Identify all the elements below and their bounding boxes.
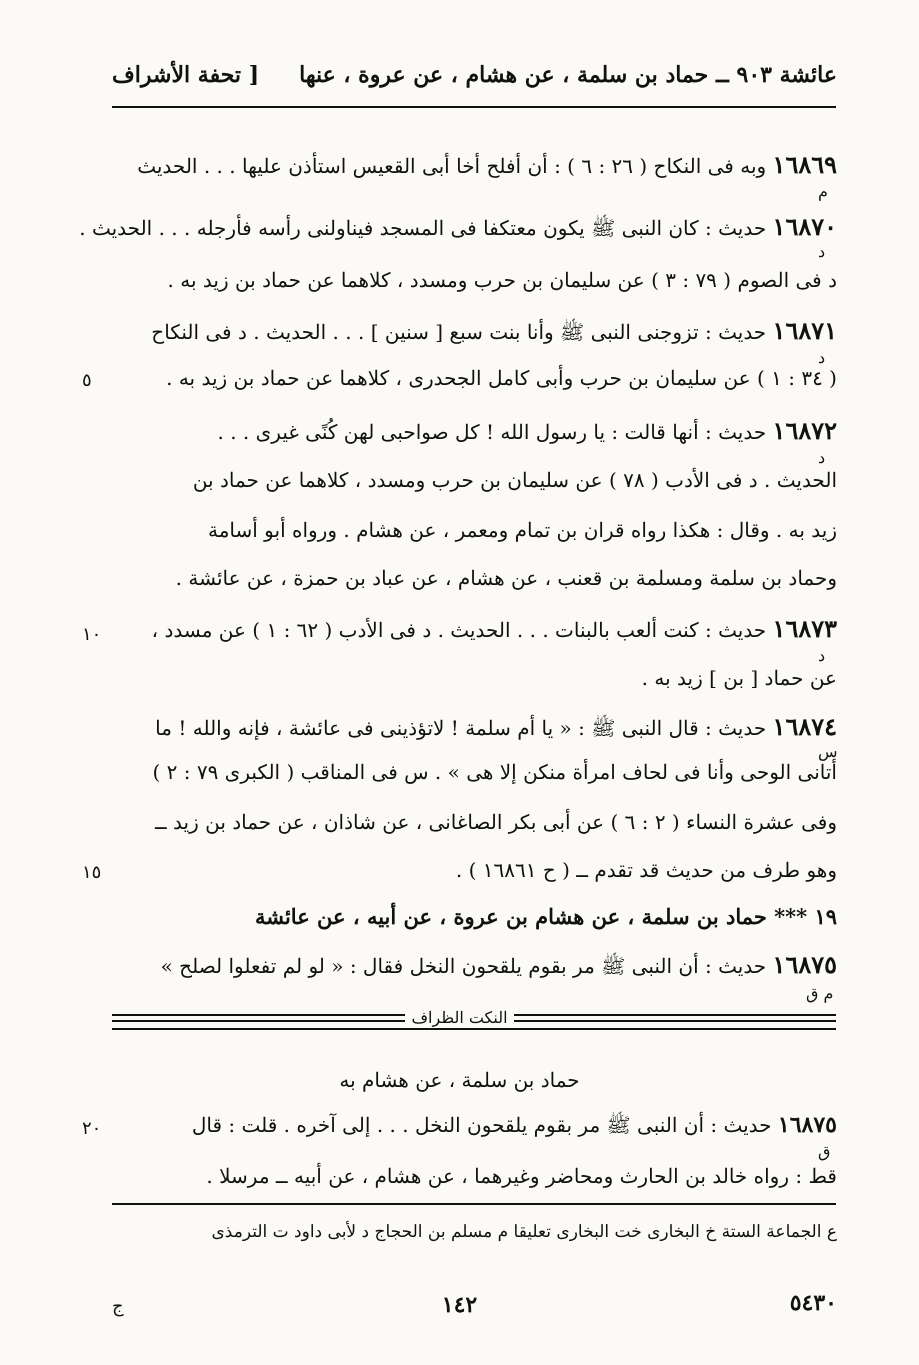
entry-text: حديث : كنت ألعب بالبنات . . . الحديث . د فى الأدب ( ٦٢ : ١ ) عن مسدد ، [151, 618, 767, 642]
entry-siglum: م [818, 182, 828, 201]
entry-number: ١٦٨٧٢ [772, 416, 837, 445]
entry-text: حديث : أنها قالت : يا رسول الله ! كل صواحبى لهن كُنًى غيرى . . . [217, 420, 767, 444]
entry-16875 [161, 950, 837, 983]
entry-text: حديث : أن النبى ﷺ مر بقوم يلقحون النخل فقال : « لو لم تفعلوا لصلح » [160, 954, 767, 978]
abbreviations-footnote: ع الجماعة الستة خ البخارى خت البخارى تعليقا م مسلم بن الحجاج د لأبى داود ت الترمذى [211, 1222, 837, 1242]
footnote-rule [112, 1203, 836, 1205]
entry-line: الحديث . د فى الأدب ( ٧٨ ) عن سليمان بن حرب ومسدد ، كلاهما عن حماد بن [192, 468, 837, 492]
entry-number: ١٦٨٧٥ [772, 950, 837, 979]
signature-mark: ج [112, 1296, 124, 1317]
entry-line: عن حماد [ بن ] زيد به . [641, 666, 837, 690]
running-header-title: عائشة ٩٠٣ ــ حماد بن سلمة ، عن هشام ، عن عروة ، عنها [299, 62, 837, 88]
entry-text: حديث : قال النبى ﷺ : « يا أم سلمة ! لاتؤذينى فى عائشة ، فإنه والله ! ما [155, 716, 767, 740]
entry-line: أتانى الوحى وأنا فى لحاف امرأة منكن إلا هى » . س فى المناقب ( الكبرى ٧٩ : ٢ ) [152, 760, 837, 784]
entry-siglum: م ق [806, 984, 834, 1003]
entry-siglum: د [818, 348, 826, 367]
entry-siglum: س [818, 742, 838, 761]
entry-siglum: د [818, 646, 826, 665]
entry-line: ( ٣٤ : ١ ) عن سليمان بن حرب وأبى كامل الجحدرى ، كلاهما عن حماد بن زيد به . [166, 366, 837, 390]
divider-label [0, 1008, 919, 1027]
entry-16870 [79, 212, 837, 245]
entry-number: ١٦٨٧٣ [772, 614, 837, 643]
page-number: ١٤٢ [441, 1292, 478, 1318]
entry-line: د فى الصوم ( ٧٩ : ٣ ) عن سليمان بن حرب ومسدد ، كلاهما عن حماد بن زيد به . [167, 268, 837, 292]
line-number-margin: ١٠ [82, 624, 102, 645]
entry-16872 [218, 416, 838, 445]
divider-label-text: النكت الظراف [405, 1008, 513, 1027]
book-title: [ تحفة الأشراف [112, 62, 260, 88]
entry-16874 [155, 712, 837, 745]
entry-number: ١٦٨٧٠ [772, 212, 837, 241]
entry-siglum: ق [818, 1142, 831, 1161]
entry-siglum: د [818, 242, 826, 261]
entry-text: حديث : أن النبى ﷺ مر بقوم يلقحون النخل . . . إلى آخره . قلت : قال [191, 1113, 772, 1137]
entry-number: ١٦٨٦٩ [772, 150, 837, 179]
line-number-margin: ٥ [82, 370, 92, 391]
entry-text: حديث : تزوجنى النبى ﷺ وأنا بنت سبع [ سنين ] . . . الحديث . د فى النكاح [151, 320, 767, 344]
header-rule [112, 106, 836, 108]
entry-line: وحماد بن سلمة ومسلمة بن قعنب ، عن هشام ، عن عباد بن حمزة ، عن عائشة . [175, 566, 837, 590]
nukat-entry [192, 1112, 837, 1142]
entry-line: زيد به . وقال : هكذا رواه قران بن تمام ومعمر ، عن هشام . ورواه أبو أسامة [207, 518, 837, 542]
line-number-margin: ١٥ [82, 862, 102, 883]
entry-line: وفى عشرة النساء ( ٢ : ٦ ) عن أبى بكر الصاغانى ، عن شاذان ، عن حماد بن زيد ــ [154, 810, 837, 834]
serial-code: ٥٤٣٠ [789, 1290, 837, 1316]
entry-16871 [151, 316, 837, 349]
line-number-margin: ٢٠ [82, 1118, 102, 1139]
entry-siglum: د [818, 448, 826, 467]
entry-16873 [152, 614, 837, 643]
entry-number: ١٦٨٧١ [772, 316, 837, 345]
chain-heading: ١٩ *** حماد بن سلمة ، عن هشام بن عروة ، عن أبيه ، عن عائشة [254, 904, 837, 929]
entry-16869 [137, 150, 837, 179]
entry-number: ١٦٨٧٥ [777, 1112, 837, 1138]
nukat-subheading: حماد بن سلمة ، عن هشام به [339, 1068, 580, 1092]
entry-line: وهو طرف من حديث قد تقدم ــ ( ح ١٦٨٦١ ) . [455, 858, 837, 882]
entry-number: ١٦٨٧٤ [772, 712, 837, 741]
entry-line: قط : رواه خالد بن الحارث ومحاضر وغيرهما ، عن هشام ، عن أبيه ــ مرسلا . [206, 1164, 837, 1188]
entry-text: حديث : كان النبى ﷺ يكون معتكفا فى المسجد فيناولنى رأسه فأرجله . . . الحديث . [79, 216, 767, 240]
entry-text: وبه فى النكاح ( ٢٦ : ٦ ) : أن أفلح أخا أبى القعيس استأذن عليها . . . الحديث [137, 154, 767, 178]
